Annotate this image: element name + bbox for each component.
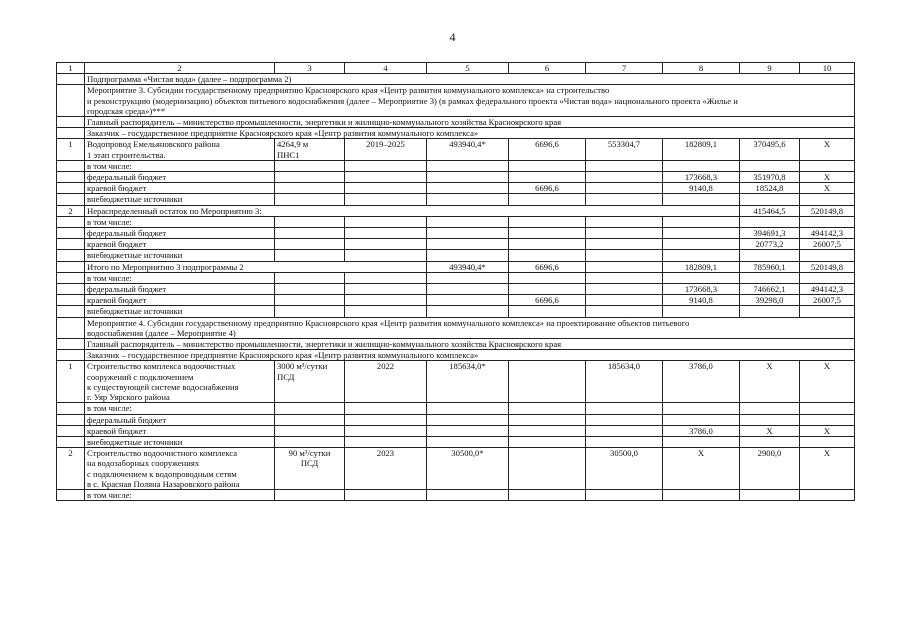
measure3-customer: Заказчик – государственное предприятие Красноярского края «Центр развития коммунального комплекса» bbox=[85, 128, 855, 139]
col-header: 2 bbox=[85, 63, 275, 74]
col-header: 3 bbox=[275, 63, 345, 74]
col-header: 8 bbox=[663, 63, 740, 74]
col-header: 4 bbox=[345, 63, 427, 74]
table-row: в том числе: bbox=[57, 489, 855, 500]
budget-table bbox=[56, 62, 855, 501]
table-row: внебюджетные источники bbox=[57, 194, 855, 205]
table-row: в том числе: bbox=[57, 216, 855, 227]
measure3-manager: Главный распорядитель – министерство промышленности, энергетики и жилищно-коммунального хозяйства Красноярского края bbox=[85, 117, 855, 128]
subprogram-row bbox=[57, 74, 855, 85]
table-row: краевой бюджет 6696,6 9140,8 39298,0 26007,5 bbox=[57, 295, 855, 306]
measure4-manager: Главный распорядитель – министерство промышленности, энергетики и жилищно-коммунального хозяйства Красноярского края bbox=[85, 339, 855, 350]
table-row: Итого по Мероприятию 3 подпрограммы 2 493940,4* 6696,6 182809,1 785960,1 520149,8 bbox=[57, 261, 855, 272]
col-header: 6 bbox=[509, 63, 586, 74]
col-header: 9 bbox=[740, 63, 800, 74]
table-row: краевой бюджет 3786,0 X X bbox=[57, 425, 855, 436]
table-row: федеральный бюджет bbox=[57, 414, 855, 425]
table-row: 1 Водопровод Емельяновского района 1 этап строительства. 4264,9 м ПНС1 2019–2025 493940,4* 6696,6 553304,7 182809,1 370495,6 X bbox=[57, 139, 855, 160]
table-row: федеральный бюджет 173668,3 746662,1 494142,3 bbox=[57, 284, 855, 295]
table-row: в том числе: bbox=[57, 272, 855, 283]
table-row: федеральный бюджет 394691,3 494142,3 bbox=[57, 228, 855, 239]
object-capacity: 3000 м³/сутки ПСД bbox=[275, 361, 345, 403]
customer-row bbox=[57, 350, 855, 361]
object-capacity: 4264,9 м ПНС1 bbox=[275, 139, 345, 160]
page-number: 4 bbox=[449, 30, 456, 44]
table-row: 2 Строительство водоочистного комплекса на водозаборных сооружениях с подключением к водопроводным сетям в с. Красная Поляна Назаровского района 90 м³/сутки ПСД 2023 30500,0* 30500,0 X 2900,0 X bbox=[57, 448, 855, 490]
table-row: внебюджетные источники bbox=[57, 306, 855, 317]
table-row: внебюджетные источники bbox=[57, 436, 855, 447]
measure-title-row bbox=[57, 85, 855, 117]
object-name: Водопровод Емельяновского района 1 этап строительства. bbox=[85, 139, 275, 160]
table-row: 2 Нераспределенный остаток по Мероприятию 3: 415464,5 520149,8 bbox=[57, 205, 855, 216]
col-header: 10 bbox=[800, 63, 855, 74]
table-row: краевой бюджет 6696,6 9140,8 18524,8 X bbox=[57, 183, 855, 194]
measure4-customer: Заказчик – государственное предприятие Красноярского края «Центр развития коммунального комплекса» bbox=[85, 350, 855, 361]
manager-row bbox=[57, 339, 855, 350]
customer-row bbox=[57, 128, 855, 139]
object-name: Строительство комплекса водоочистных сооружений с подключением к существующей системе водоснабжения г. Уяр Уярского района bbox=[85, 361, 275, 403]
measure4-title: Мероприятие 4. Субсидии государственному предприятию Красноярского края «Центр развития коммунального комплекса» на проектирование объектов питьевого водоснабжения (далее – Мероприятие 4) bbox=[85, 317, 855, 338]
col-header: 5 bbox=[427, 63, 509, 74]
subprogram-title: Подпрограмма «Чистая вода» (далее – подпрограмма 2) bbox=[85, 74, 855, 85]
budget-table-sheet bbox=[56, 62, 854, 501]
table-row: краевой бюджет 20773,2 26007,5 bbox=[57, 239, 855, 250]
object-capacity: 90 м³/сутки ПСД bbox=[275, 448, 345, 490]
table-row: в том числе: bbox=[57, 160, 855, 171]
table-row: внебюджетные источники bbox=[57, 250, 855, 261]
manager-row bbox=[57, 117, 855, 128]
column-number-row bbox=[57, 63, 855, 74]
col-header: 1 bbox=[57, 63, 85, 74]
table-row: федеральный бюджет 173668,3 351970,8 X bbox=[57, 172, 855, 183]
table-row: 1 Строительство комплекса водоочистных сооружений с подключением к существующей системе водоснабжения г. Уяр Уярского района 3000 м³/сутки ПСД 2022 185634,0* 185634,0 3786,0 X X bbox=[57, 361, 855, 403]
measure3-title: Мероприятие 3. Субсидии государственному предприятию Красноярского края «Центр развития коммунального комплекса» на строительство и реконструкцию (модернизацию) объектов питьевого водоснабжения (далее – Мероприятие 3) (в рамках федерального проекта «Чистая вода» национального проекта «Жилье и городская среда»)*** bbox=[85, 85, 855, 117]
object-name: Строительство водоочистного комплекса на водозаборных сооружениях с подключением к водопроводным сетям в с. Красная Поляна Назаровского района bbox=[85, 448, 275, 490]
col-header: 7 bbox=[586, 63, 663, 74]
measure-title-row bbox=[57, 317, 855, 338]
table-row: в том числе: bbox=[57, 403, 855, 414]
